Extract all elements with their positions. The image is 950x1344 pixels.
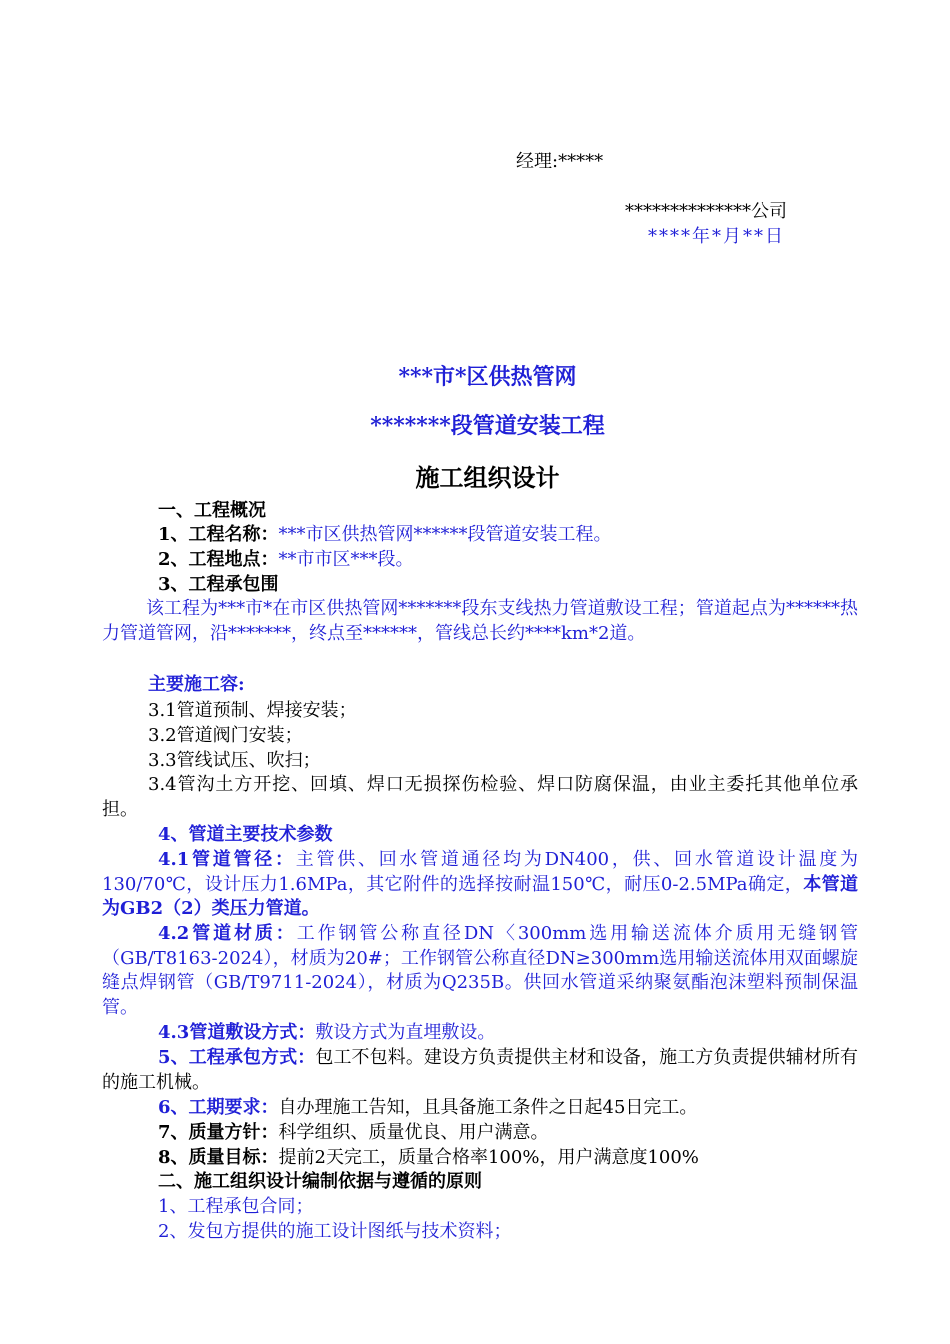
- work-item: 3.2管道阀门安装；: [148, 725, 303, 746]
- pipe-material-paragraph: 4.2管道材质：工作钢管公称直径DN〈300mm选用输送流体介质用无缝钢管（GB/T8163-2024），材质为20#；工作钢管公称直径DN≥300mm选用输送流体用双面螺旋缝点焊钢管（GB/T9711-2024），材质为Q235B。供回水管道采纳聚氨酯泡沫塑料预制保温管。: [102, 923, 858, 1018]
- basis-item: 2、发包方提供的施工设计图纸与技术资料；: [158, 1221, 512, 1242]
- title-line-2: *******段管道安装工程: [370, 413, 605, 439]
- section-2-heading: 二、施工组织设计编制依据与遵循的原则: [158, 1171, 482, 1192]
- item-project-location: 2、工程地点：**市市区***段。: [158, 549, 414, 570]
- page-title: 施工组织设计: [415, 463, 560, 492]
- quality-target: 8、质量目标：提前2天完工，质量合格率100%，用户满意度100%: [158, 1147, 699, 1168]
- document-date: ****年*月**日: [648, 226, 785, 247]
- laying-method: 4.3管道敷设方式：敷设方式为直埋敷设。: [158, 1022, 496, 1043]
- work-item: 3.3管线试压、吹扫；: [148, 750, 321, 771]
- main-work-label: 主要施工容:: [148, 674, 245, 695]
- company-name: **************公司: [625, 201, 787, 222]
- basis-item: 1、工程承包合同；: [158, 1196, 314, 1217]
- title-line-1: ***市*区供热管网: [398, 364, 577, 390]
- scope-paragraph: 该工程为***市*在市区供热管网*******段东支线热力管道敷设工程；管道起点为******热力管道管网，沿*******，终点至******，管线总长约****km*2道。: [102, 598, 858, 644]
- work-item: 3.4管沟土方开挖、回填、焊口无损探伤检验、焊口防腐保温，由业主委托其他单位承担。: [102, 774, 858, 820]
- manager-signature: 经理:*****: [516, 151, 604, 172]
- work-item: 3.1管道预制、焊接安装；: [148, 700, 357, 721]
- section-1-heading: 一、工程概况: [158, 500, 266, 521]
- contract-method-paragraph: 5、工程承包方式：包工不包料。建设方负责提供主材和设备，施工方负责提供辅材所有的施工机械。: [102, 1047, 859, 1093]
- pipe-diameter-paragraph: 4.1管道管径：主管供、回水管道通径均为DN400，供、回水管道设计温度为130/70℃，设计压力1.6MPa，其它附件的选择按耐温150℃，耐压0-2.5MPa确定，本管道为GB2（2）类压力管道。: [102, 849, 859, 919]
- quality-policy: 7、质量方针：科学组织、质量优良、用户满意。: [158, 1122, 549, 1143]
- item-project-name: 1、工程名称：***市区供热管网******段管道安装工程。: [158, 524, 612, 545]
- item-scope-heading: 3、工程承包围: [158, 574, 279, 595]
- tech-params-heading: 4、管道主要技术参数: [158, 824, 333, 845]
- schedule-requirement: 6、工期要求：自办理施工告知，且具备施工条件之日起45日完工。: [158, 1097, 698, 1118]
